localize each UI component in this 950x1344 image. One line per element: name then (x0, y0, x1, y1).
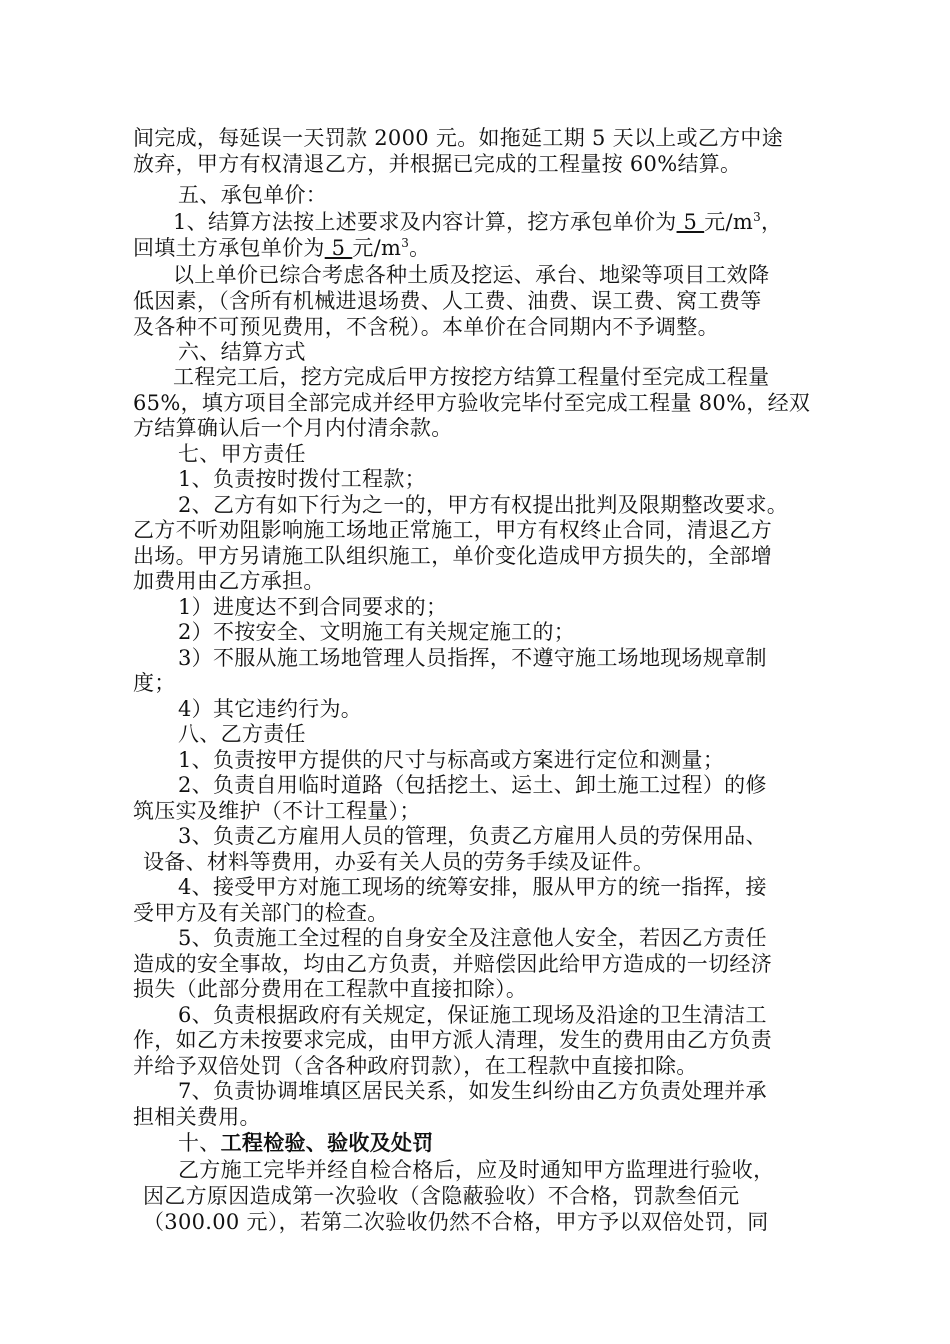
heading-title: 工程检验、验收及处罚 (220, 1130, 434, 1155)
unit-price-value: 5 (676, 210, 705, 234)
text-line: 5、负责施工全过程的自身安全及注意他人安全，若因乙方责任 (178, 926, 767, 950)
text-segment: 1、结算方法按上述要求及内容计算，挖方承包单价为 (173, 210, 677, 234)
text-line: 间完成，每延误一天罚款 2000 元。如拖延工期 5 天以上或乙方中途 (133, 126, 784, 150)
text-line: 工程完工后，挖方完成后甲方按挖方结算工程量付至完成工程量 (173, 365, 770, 389)
text-line: （300.00 元），若第二次验收仍然不合格，甲方予以双倍处罚，同 (143, 1210, 769, 1234)
text-line: 乙方不听劝阻影响施工场地正常施工，甲方有权终止合同，清退乙方 (133, 518, 772, 542)
unit-exponent: 3 (401, 236, 410, 250)
text-line: 1）进度达不到合同要求的； (178, 595, 448, 619)
text-line: 度； (133, 671, 176, 695)
unit-label: 元/m (704, 210, 754, 234)
heading-number: 十、 (178, 1131, 221, 1155)
text-line: 4）其它违约行为。 (178, 697, 363, 721)
text-line: 并给予双倍处罚（含各种政府罚款），在工程款中直接扣除。 (133, 1054, 698, 1078)
section-heading: 六、结算方式 (178, 340, 306, 364)
text-line: 受甲方及有关部门的检查。 (133, 901, 389, 925)
text-line: 6、负责根据政府有关规定，保证施工现场及沿途的卫生清洁工 (178, 1003, 767, 1027)
text-line: 筑压实及维护（不计工程量）； (133, 799, 421, 823)
text-line: 乙方施工完毕并经自检合格后，应及时通知甲方监理进行验收， (178, 1158, 775, 1182)
text-line: 损失（此部分费用在工程款中直接扣除）。 (133, 977, 528, 1001)
text-line: 1、负责按时拨付工程款； (178, 467, 426, 491)
text-line: 3、负责乙方雇用人员的管理，负责乙方雇用人员的劳保用品、 (178, 824, 767, 848)
text-line: 方结算确认后一个月内付清余款。 (133, 416, 453, 440)
text-line: 4、接受甲方对施工现场的统筹安排，服从甲方的统一指挥，接 (178, 875, 767, 899)
section-heading: 七、甲方责任 (178, 442, 306, 466)
text-line: 7、负责协调堆填区居民关系，如发生纠纷由乙方负责处理并承 (178, 1079, 767, 1103)
text-segment: ， (761, 210, 783, 234)
unit-price-value: 5 (324, 236, 353, 260)
section-heading: 八、乙方责任 (178, 722, 306, 746)
text-line (133, 235, 430, 261)
text-line: 低因素，（含所有机械进退场费、人工费、油费、误工费、窝工费等 (133, 289, 762, 313)
text-line: 2）不按安全、文明施工有关规定施工的； (178, 620, 576, 644)
text-line: 加费用由乙方承担。 (133, 569, 325, 593)
text-line: 因乙方原因造成第一次验收（含隐蔽验收）不合格，罚款叁佰元 (143, 1184, 740, 1208)
text-line: 放弃，甲方有权清退乙方，并根据已完成的工程量按 60%结算。 (133, 152, 742, 176)
section-heading (178, 1130, 434, 1156)
text-line: 2、负责自用临时道路（包括挖土、运土、卸土施工过程）的修 (178, 773, 767, 797)
section-heading: 五、承包单价： (178, 183, 328, 207)
text-line: 65%，填方项目全部完成并经甲方验收完毕付至完成工程量 80%，经双 (133, 391, 811, 415)
text-line: 及各种不可预见费用，不含税）。本单价在合同期内不予调整。 (133, 315, 719, 339)
text-line (173, 209, 782, 235)
text-line: 作，如乙方未按要求完成，由甲方派人清理，发生的费用由乙方负责 (133, 1028, 772, 1052)
text-line: 1、负责按甲方提供的尺寸与标高或方案进行定位和测量； (178, 748, 725, 772)
text-segment: 回填土方承包单价为 (133, 236, 325, 260)
text-line: 设备、材料等费用，办妥有关人员的劳务手续及证件。 (143, 850, 655, 874)
text-line: 3）不服从施工场地管理人员指挥，不遵守施工场地现场规章制 (178, 646, 767, 670)
text-line: 造成的安全事故，均由乙方负责，并赔偿因此给甲方造成的一切经济 (133, 952, 772, 976)
unit-label: 元/m (352, 236, 402, 260)
unit-exponent: 3 (753, 210, 762, 224)
text-segment: 。 (409, 236, 431, 260)
text-line: 出场。甲方另请施工队组织施工，单价变化造成甲方损失的，全部增 (133, 544, 772, 568)
text-line: 以上单价已综合考虑各种土质及挖运、承台、地梁等项目工效降 (173, 263, 770, 287)
text-line: 担相关费用。 (133, 1105, 261, 1129)
text-line: 2、乙方有如下行为之一的，甲方有权提出批判及限期整改要求。 (178, 493, 789, 517)
